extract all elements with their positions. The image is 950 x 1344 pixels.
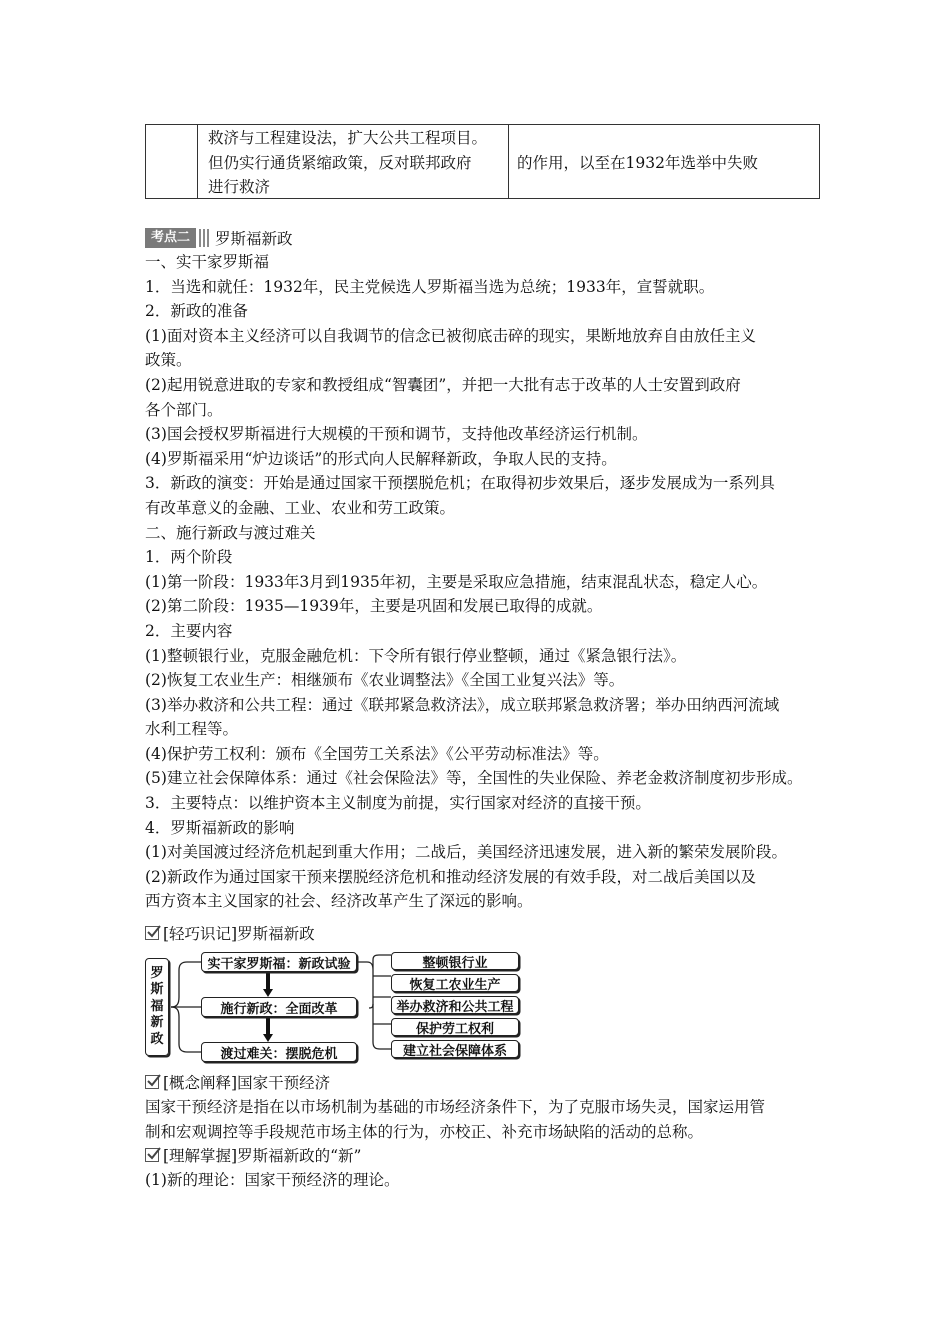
- body-line: 政策。: [145, 351, 192, 370]
- body-line: (1)面对资本主义经济可以自我调节的信念已被彻底击碎的现实，果断地放弃自由放任主义: [145, 326, 756, 345]
- body-line: (2)起用锐意进取的专家和教授组成“智囊团”，并把一大批有志于改革的人士安置到政府: [145, 375, 741, 394]
- body-line: (2)新政作为通过国家干预来摆脱经济危机和推动经济发展的有效手段，对二战后美国以及: [145, 867, 756, 886]
- root-char: 新: [150, 1015, 164, 1031]
- table-result-text: 的作用，以至在1932年选举中失败: [517, 153, 758, 172]
- body-line: 1．当选和就任：1932年，民主党候选人罗斯福当选为总统；1933年，宣誓就职。: [145, 277, 715, 296]
- table-line: 进行救济: [208, 178, 271, 196]
- body-line: (4)罗斯福采用“炉边谈话”的形式向人民解释新政，争取人民的支持。: [145, 449, 617, 468]
- understand-body: [145, 1168, 825, 1193]
- body-line: (3)国会授权罗斯福进行大规模的干预和调节，支持他改革经济运行机制。: [145, 425, 648, 444]
- new-deal-diagram: [145, 952, 525, 1060]
- main-body: [145, 250, 825, 914]
- checkmark-icon: [145, 1075, 159, 1089]
- badge-bars-icon: [199, 229, 209, 247]
- checkmark-icon: [145, 1148, 159, 1162]
- body-line: 水利工程等。: [145, 720, 239, 739]
- body-line: 制和宏观调控等手段规范市场主体的行为，亦校正、补充市场缺陷的活动的总称。: [145, 1122, 704, 1141]
- measure-box: 整顿银行业: [391, 952, 519, 970]
- root-char: 福: [150, 998, 164, 1014]
- body-line: 一、实干家罗斯福: [145, 253, 270, 271]
- table-line: 但仍实行通货紧缩政策，反对联邦政府: [208, 153, 472, 172]
- stage-box: 实干家罗斯福：新政试验: [201, 952, 357, 972]
- body-line: 二、施行新政与渡过难关: [145, 523, 316, 542]
- checkmark-icon: [145, 926, 159, 940]
- root-char: 政: [150, 1031, 164, 1047]
- root-char: 斯: [150, 982, 164, 998]
- understand-tag-label: [理解掌握]罗斯福新政的“新”: [163, 1147, 362, 1165]
- table-cell-measures: [198, 125, 509, 198]
- concept-body: [145, 1095, 825, 1144]
- body-line: 有改革意义的金融、工业、农业和劳工政策。: [145, 498, 456, 517]
- body-line: 西方资本主义国家的社会、经济改革产生了深远的影响。: [145, 892, 533, 911]
- memo-tag: [145, 922, 315, 944]
- body-line: 2．新政的准备: [145, 302, 248, 321]
- measure-box: 举办救济和公共工程: [391, 996, 519, 1014]
- body-line: 1．两个阶段: [145, 548, 233, 567]
- table-line: 救济与工程建设法，扩大公共工程项目。: [208, 129, 488, 147]
- measure-box: 恢复工农业生产: [391, 974, 519, 992]
- body-line: (1)第一阶段：1933年3月到1935年初，主要是采取应急措施，结束混乱状态，稳定人心。: [145, 572, 768, 591]
- concept-tag-label: [概念阐释]国家干预经济: [163, 1074, 331, 1092]
- body-line: (3)举办救济和公共工程：通过《联邦紧急救济法》，成立联邦紧急救济署；举办田纳西河流域: [145, 695, 780, 714]
- body-line: 2．主要内容: [145, 621, 233, 640]
- body-line: (5)建立社会保障体系：通过《社会保险法》等，全国性的失业保险、养老金救济制度初步形成。: [145, 769, 803, 788]
- body-line: 3．新政的演变：开始是通过国家干预摆脱危机；在取得初步效果后，逐步发展成为一系列具: [145, 474, 775, 493]
- concept-tag: [145, 1071, 330, 1093]
- table-cell-result: [509, 125, 819, 198]
- body-line: (1)新的理论：国家干预经济的理论。: [145, 1171, 400, 1189]
- body-line: (4)保护劳工权利：颁布《全国劳工关系法》《公平劳动标准法》等。: [145, 744, 609, 763]
- body-line: 3．主要特点：以维护资本主义制度为前提，实行国家对经济的直接干预。: [145, 794, 651, 813]
- measure-box: 建立社会保障体系: [391, 1040, 519, 1058]
- measure-box: 保护劳工权利: [391, 1018, 519, 1036]
- diagram-root: [145, 958, 169, 1056]
- body-line: 4．罗斯福新政的影响: [145, 818, 295, 837]
- stage-box: 施行新政：全面改革: [201, 997, 357, 1017]
- table-cell-empty: [146, 125, 198, 198]
- understand-tag: [145, 1144, 361, 1166]
- body-line: (2)第二阶段：1935—1939年，主要是巩固和发展已取得的成就。: [145, 597, 603, 616]
- body-line: (2)恢复工农业生产：相继颁布《农业调整法》《全国工业复兴法》等。: [145, 671, 625, 690]
- continued-table: [145, 124, 820, 199]
- section-title: 罗斯福新政: [215, 230, 293, 248]
- body-line: 国家干预经济是指在以市场机制为基础的市场经济条件下，为了克服市场失灵，国家运用管: [145, 1098, 766, 1116]
- section-badge: 考点二: [145, 228, 196, 248]
- stage-box: 渡过难关：摆脱危机: [201, 1042, 357, 1062]
- body-line: (1)对美国渡过经济危机起到重大作用；二战后，美国经济迅速发展，进入新的繁荣发展阶段。: [145, 843, 787, 862]
- body-line: 各个部门。: [145, 400, 223, 419]
- memo-tag-label: [轻巧识记]罗斯福新政: [163, 925, 315, 943]
- root-char: 罗: [150, 965, 164, 981]
- body-line: (1)整顿银行业，克服金融危机：下令所有银行停业整顿，通过《紧急银行法》。: [145, 646, 687, 665]
- section-header: [145, 228, 293, 248]
